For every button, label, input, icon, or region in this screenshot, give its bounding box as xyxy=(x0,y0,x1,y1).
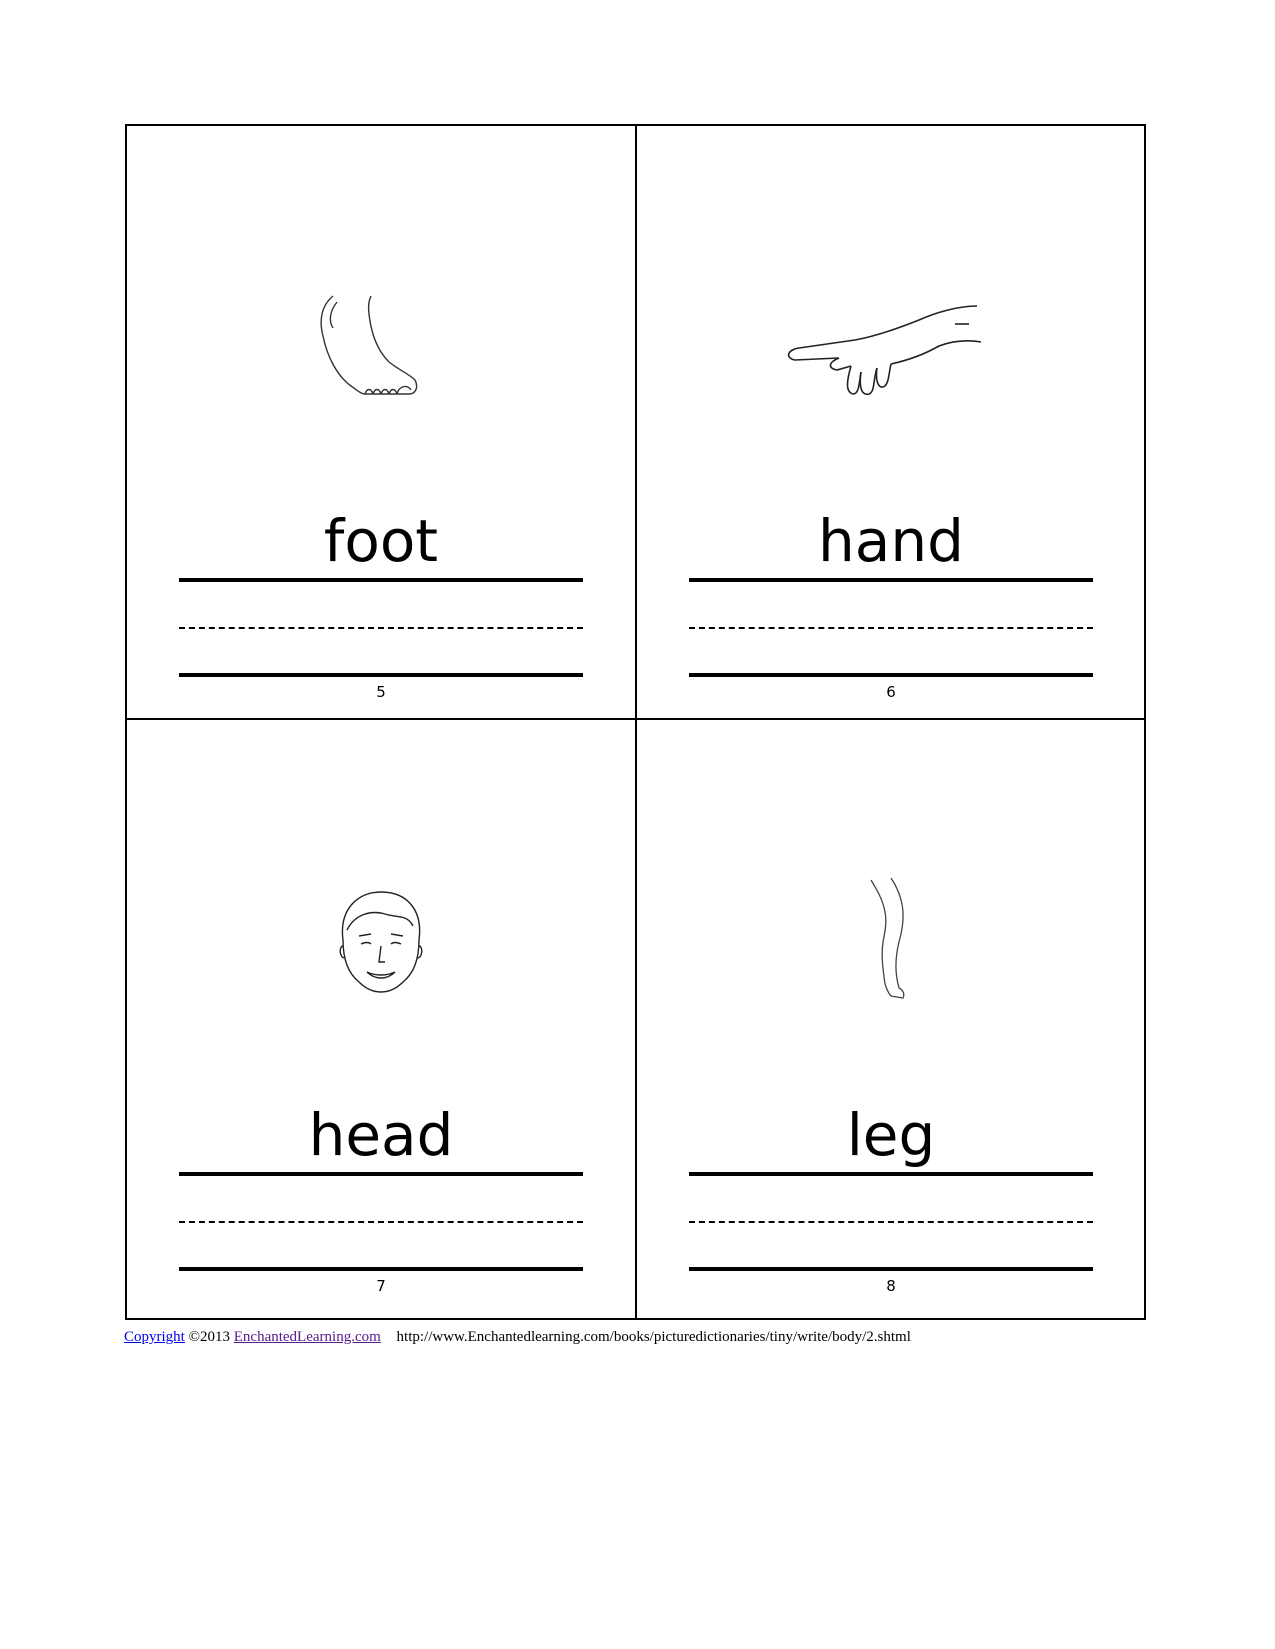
writing-line-top xyxy=(689,578,1093,582)
writing-line-dashed xyxy=(179,1221,583,1223)
worksheet-grid xyxy=(125,124,1146,1320)
vocab-word: hand xyxy=(818,507,964,575)
head-icon xyxy=(281,870,481,1030)
page-number: 5 xyxy=(376,683,386,701)
vocab-word: leg xyxy=(846,1101,936,1169)
page-url: http://www.Enchantedlearning.com/books/picturedictionaries/tiny/write/body/2.shtml xyxy=(396,1329,911,1345)
leg-icon xyxy=(791,870,991,1030)
foot-icon xyxy=(281,276,481,436)
vocab-word: head xyxy=(308,1101,454,1169)
panel-foot xyxy=(127,126,635,718)
writing-line-bottom xyxy=(179,1267,583,1271)
page-number: 8 xyxy=(886,1277,896,1295)
vocab-word: foot xyxy=(323,507,439,575)
footer xyxy=(124,1327,911,1347)
writing-line-dashed xyxy=(689,627,1093,629)
site-link[interactable]: EnchantedLearning.com xyxy=(233,1329,381,1345)
writing-line-bottom xyxy=(179,673,583,677)
panel-head xyxy=(127,720,635,1312)
writing-line-top xyxy=(689,1172,1093,1176)
panel-leg xyxy=(637,720,1145,1312)
writing-line-dashed xyxy=(689,1221,1093,1223)
page-number: 7 xyxy=(376,1277,386,1295)
writing-line-dashed xyxy=(179,627,583,629)
hand-icon xyxy=(759,276,999,436)
writing-line-top xyxy=(179,578,583,582)
copyright-year: ©2013 xyxy=(188,1329,230,1345)
writing-line-bottom xyxy=(689,1267,1093,1271)
writing-line-bottom xyxy=(689,673,1093,677)
writing-line-top xyxy=(179,1172,583,1176)
page-number: 6 xyxy=(886,683,896,701)
panel-hand xyxy=(637,126,1145,718)
copyright-link[interactable]: Copyright xyxy=(124,1329,185,1345)
